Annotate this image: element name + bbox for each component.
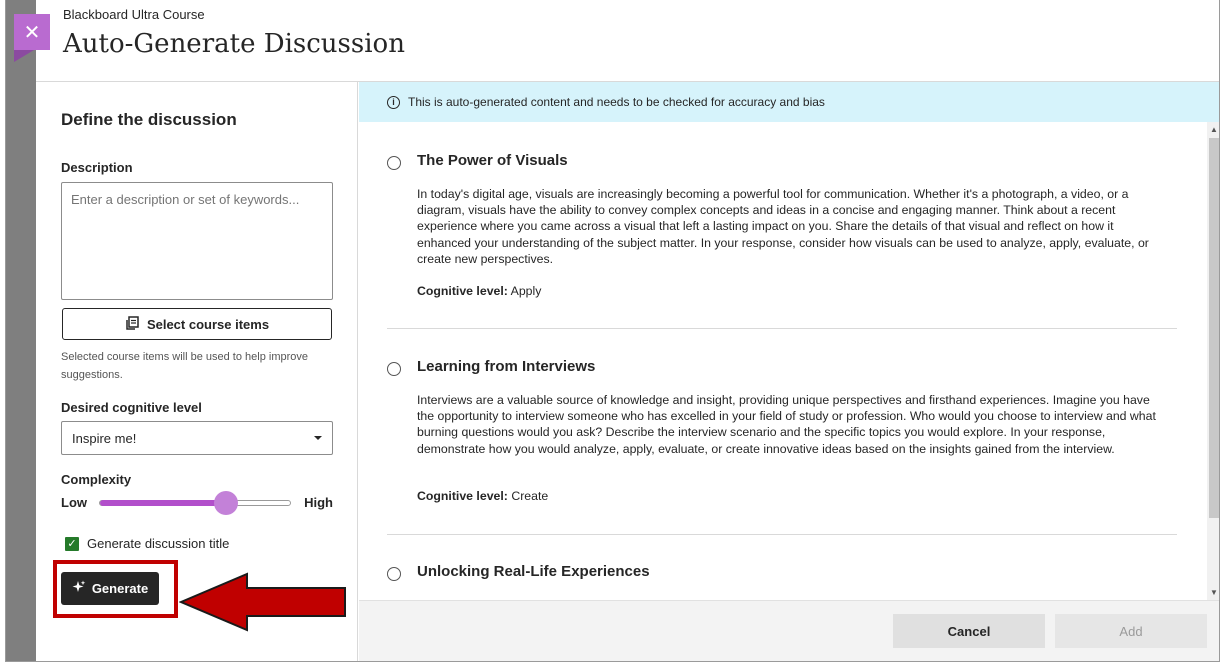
suggestion-cognitive-level: [417, 284, 541, 298]
generate-button[interactable]: [61, 572, 159, 605]
complexity-slider-thumb[interactable]: [214, 491, 238, 515]
cognitive-level-text: Create: [511, 489, 549, 503]
cognitive-level-text: Apply: [510, 284, 542, 298]
generate-title-label: Generate discussion title: [87, 536, 230, 551]
cognitive-level-key: Cognitive level:: [417, 284, 508, 298]
suggestion-list: [359, 122, 1207, 600]
helper-text: Selected course items will be used to help improve suggestions.: [61, 351, 309, 381]
complexity-low-label: Low: [61, 495, 87, 510]
suggestion-scrollbar[interactable]: [1207, 122, 1220, 600]
suggestion-cognitive-level: [417, 489, 548, 503]
description-label: Description: [61, 160, 133, 175]
cancel-button[interactable]: Cancel: [893, 614, 1045, 648]
select-course-items-label: Select course items: [146, 316, 270, 332]
copy-stack-icon: [125, 316, 139, 333]
suggestion-title: Unlocking Real-Life Experiences: [417, 563, 650, 580]
cognitive-level-label: Desired cognitive level: [61, 400, 202, 415]
generate-title-option: [65, 536, 229, 551]
close-button[interactable]: [14, 14, 50, 50]
scroll-thumb[interactable]: [1209, 138, 1219, 518]
panel-heading: Define the discussion: [61, 110, 237, 129]
scroll-down-icon[interactable]: ▼: [1210, 588, 1218, 597]
modal-footer: [359, 600, 1220, 662]
select-course-items-button[interactable]: [62, 308, 332, 340]
scroll-up-icon[interactable]: ▲: [1210, 125, 1218, 134]
page-backdrop: [6, 0, 36, 662]
complexity-high-label: High: [304, 495, 333, 510]
left-arrow-icon: [179, 572, 347, 644]
info-icon: i: [387, 96, 400, 109]
cognitive-level-key: Cognitive level:: [417, 489, 508, 503]
cognitive-level-value: Inspire me!: [72, 430, 137, 446]
suggestion-title: The Power of Visuals: [417, 152, 568, 169]
complexity-slider: [61, 492, 333, 512]
suggestion-radio[interactable]: [387, 567, 401, 581]
generate-title-checkbox[interactable]: ✓: [65, 537, 79, 551]
suggestion-radio[interactable]: [387, 156, 401, 170]
suggestion-radio[interactable]: [387, 362, 401, 376]
description-input[interactable]: [61, 182, 333, 300]
generate-label: Generate: [91, 581, 149, 596]
add-button[interactable]: Add: [1055, 614, 1207, 648]
chevron-down-icon: [314, 436, 322, 440]
complexity-slider-track[interactable]: [99, 500, 291, 506]
banner-text: This is auto-generated content and needs to be checked for accuracy and bias: [408, 95, 825, 109]
suggestion-body: In today's digital age, visuals are increasingly becoming a powerful tool for communication. Whether it's a photograph, a video, or a diagram, visuals have the ability to convey complex concepts and ideas in a concise and engaging manner. Think about a recent experience where you came across a visual that left a lasting impact on you. Share the details of that visual and reflect on how it enhanced your understanding of the subject matter. In your response, consider how visuals can be used to analyze, apply, evaluate, or create new perspectives.: [417, 187, 1149, 266]
divider: [387, 328, 1177, 329]
close-button-tab: [14, 50, 34, 62]
sparkle-icon: [72, 580, 86, 597]
close-icon: ✕: [23, 21, 41, 44]
page-title: Auto-Generate Discussion: [63, 29, 405, 59]
app-frame: [5, 0, 1220, 662]
divider: [387, 534, 1177, 535]
complexity-slider-fill: [100, 500, 227, 506]
suggestion-title: Learning from Interviews: [417, 358, 596, 375]
cognitive-level-select[interactable]: [61, 421, 333, 455]
complexity-label: Complexity: [61, 472, 132, 487]
course-name: Blackboard Ultra Course: [63, 7, 205, 22]
modal-header: [36, 0, 1220, 82]
auto-generate-modal: [36, 0, 1220, 662]
suggestion-body: Interviews are a valuable source of knowledge and insight, providing unique perspectives and firsthand experiences. Imagine you have the opportunity to interview someone who has excelled in your field of study or profession. Who would you choose to interview and what burning questions would you ask? Describe the interview scenario and the specific topics you would explore. In your response, demonstrate how you would analyze, apply, evaluate, or create innovative ideas based on the insights gained from the interview.: [417, 393, 1156, 456]
accuracy-banner: [359, 82, 1220, 122]
suggestions-panel: [359, 82, 1220, 662]
